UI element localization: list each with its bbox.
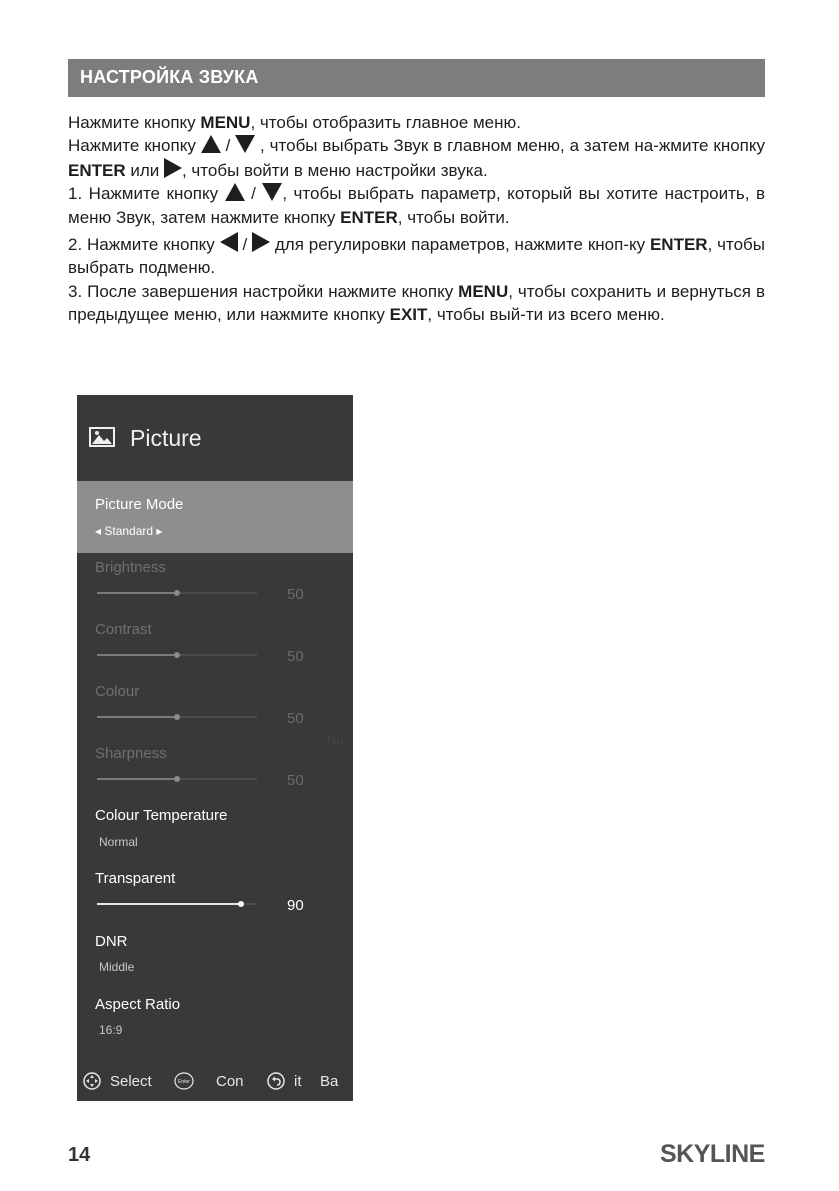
aspect-ratio-value: 16:9 bbox=[99, 1023, 123, 1037]
brightness-value: 50 bbox=[287, 586, 304, 603]
page-number: 14 bbox=[68, 1144, 91, 1166]
section-title: НАСТРОЙКА ЗВУКА bbox=[80, 67, 259, 87]
contrast-slider[interactable] bbox=[97, 654, 257, 656]
down-triangle-icon bbox=[235, 135, 255, 153]
menu-item-picture-mode[interactable] bbox=[77, 481, 353, 553]
menu-item-label: Brightness bbox=[95, 559, 166, 576]
enter-button-icon bbox=[174, 1072, 194, 1090]
menu-item-label: Contrast bbox=[95, 621, 152, 638]
menu-item-colour-temperature[interactable] bbox=[77, 805, 353, 865]
colour-temperature-value: Normal bbox=[99, 835, 138, 849]
dnr-value: Middle bbox=[99, 960, 135, 974]
instruction-4: 2. Нажмите кнопку / для регулировки параметров, нажмите кноп-ку ENTER, чтобы выбрать подменю. bbox=[68, 232, 765, 280]
instruction-1: Нажмите кнопку MENU, чтобы отобразить главное меню. bbox=[68, 113, 521, 132]
tv-picture-menu bbox=[77, 395, 353, 1101]
transparent-value: 90 bbox=[287, 897, 304, 914]
left-triangle-icon bbox=[220, 232, 238, 252]
menu-item-label: Colour bbox=[95, 683, 140, 700]
brand-logo: SKYLINE bbox=[660, 1140, 765, 1168]
instruction-3: 1. Нажмите кнопку / , чтобы выбрать параметр, который вы хотите настроить, в меню Звук, затем нажмите кнопку ENTER, чтобы войти. bbox=[68, 184, 765, 227]
menu-item-dnr[interactable] bbox=[77, 930, 353, 990]
up-triangle-icon bbox=[201, 135, 221, 153]
transparent-slider[interactable] bbox=[97, 903, 257, 905]
svg-text:Enter: Enter bbox=[178, 1079, 190, 1085]
menu-item-label: Aspect Ratio bbox=[95, 996, 181, 1013]
footer-exit-label: it bbox=[294, 1073, 302, 1090]
sharpness-value: 50 bbox=[287, 772, 304, 789]
menu-header bbox=[77, 395, 353, 481]
menu-item-label: Transparent bbox=[95, 870, 176, 887]
back-icon bbox=[267, 1072, 285, 1090]
menu-item-aspect-ratio[interactable] bbox=[77, 993, 353, 1053]
picture-icon bbox=[89, 427, 115, 447]
dpad-icon bbox=[83, 1072, 101, 1090]
colour-value: 50 bbox=[287, 710, 304, 727]
menu-item-sharpness[interactable] bbox=[77, 741, 353, 801]
menu-item-brightness[interactable] bbox=[77, 555, 353, 615]
section-header-bar bbox=[68, 59, 765, 97]
right-triangle-icon bbox=[252, 232, 270, 252]
contrast-value: 50 bbox=[287, 648, 304, 665]
instruction-2: Нажмите кнопку / , чтобы выбрать Звук в главном меню, а затем на-жмите кнопку ENTER или , чтобы войти в меню настройки звука. bbox=[68, 136, 765, 180]
menu-item-label: Picture Mode bbox=[95, 496, 184, 513]
brightness-slider[interactable] bbox=[97, 592, 257, 594]
menu-item-colour[interactable] bbox=[77, 679, 353, 739]
instruction-5: 3. После завершения настройки нажмите кнопку MENU, чтобы сохранить и вернуться в предыдущее меню, или нажмите кнопку EXIT, чтобы вый-ти из всего меню. bbox=[68, 281, 765, 325]
footer-confirm-label: Con bbox=[216, 1073, 244, 1090]
footer-back-label: Ba bbox=[320, 1073, 339, 1090]
up-triangle-icon bbox=[225, 183, 245, 201]
menu-item-label: DNR bbox=[95, 933, 128, 950]
menu-title: Picture bbox=[130, 425, 202, 451]
colour-slider[interactable] bbox=[97, 716, 257, 718]
menu-footer-hints bbox=[77, 1067, 353, 1095]
ghost-text: No bbox=[327, 733, 344, 748]
menu-item-transparent[interactable] bbox=[77, 867, 353, 927]
menu-item-contrast[interactable] bbox=[77, 617, 353, 677]
footer-select-label: Select bbox=[110, 1073, 152, 1090]
picture-mode-value[interactable]: ◂ Standard ▸ bbox=[95, 524, 163, 538]
instructions-text bbox=[68, 111, 765, 327]
menu-item-label: Sharpness bbox=[95, 745, 167, 762]
sharpness-slider[interactable] bbox=[97, 778, 257, 780]
down-triangle-icon bbox=[262, 183, 282, 201]
right-triangle-icon bbox=[164, 158, 182, 178]
menu-item-label: Colour Temperature bbox=[95, 807, 228, 824]
